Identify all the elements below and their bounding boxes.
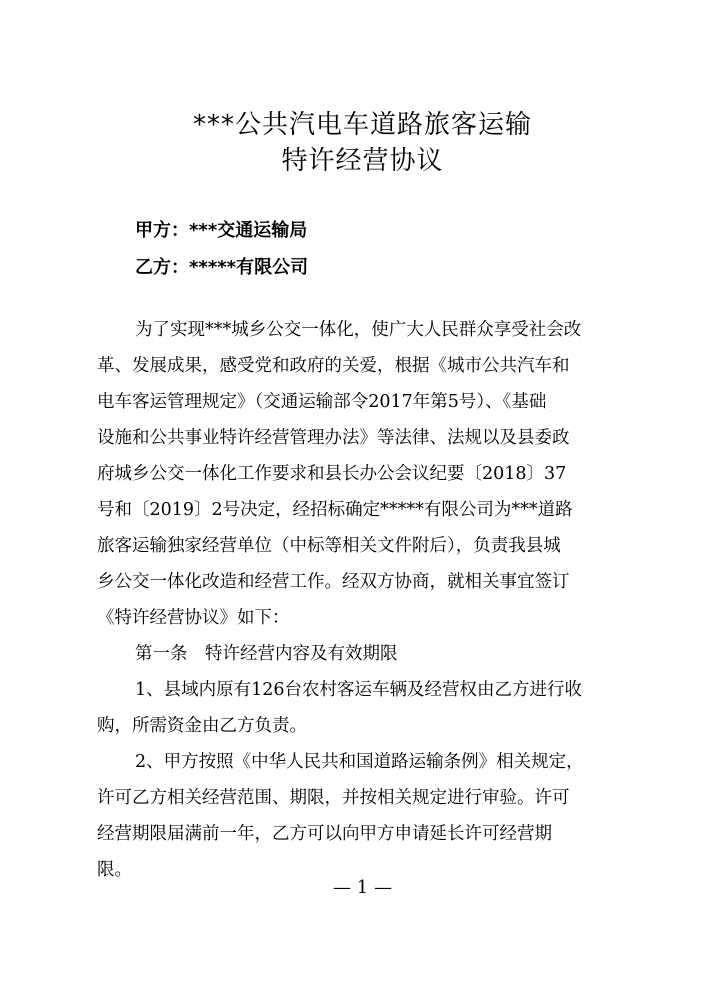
body-line: 许可乙方相关经营范围、期限，并按相关规定进行审验。许可	[97, 788, 570, 808]
body-line: 电车客运管理规定》（交通运输部令2017年第5号）、《基础	[97, 392, 547, 412]
body-line: 2、甲方按照《中华人民共和国道路运输条例》相关规定，	[135, 752, 584, 772]
document-title-line1: ***公共汽电车道路旅客运输	[192, 110, 532, 140]
body-line: 府城乡公交一体化工作要求和县长办公会议纪要〔2018〕37	[97, 464, 567, 484]
party-a: 甲方：***交通运输局	[135, 220, 308, 241]
body-line: 号和〔2019〕2号决定，经招标确定*****有限公司为***道路	[97, 500, 573, 520]
body-line: 为了实现***城乡公交一体化，使广大人民群众享受社会改	[135, 320, 582, 340]
body-line: 旅客运输独家经营单位（中标等相关文件附后），负责我县城	[97, 536, 561, 556]
body-line: 1、县域内原有126台农村客运车辆及经营权由乙方进行收	[135, 680, 583, 700]
body-line: 设施和公共事业特许经营管理办法》等法律、法规以及县委政	[97, 428, 570, 448]
body-line: 购，所需资金由乙方负责。	[97, 716, 307, 736]
party-b: 乙方：*****有限公司	[135, 257, 309, 278]
page-number: — 1 —	[333, 877, 392, 898]
section-heading: 第一条 特许经营内容及有效期限	[135, 644, 398, 664]
body-line: 限。	[97, 860, 132, 880]
body-line: 经营期限届满前一年，乙方可以向甲方申请延长许可经营期	[97, 824, 552, 844]
body-line: 《特许经营协议》如下：	[97, 608, 290, 628]
body-line: 革、发展成果，感受党和政府的关爱，根据《城市公共汽车和	[97, 356, 570, 376]
document-title-line2: 特许经营协议	[281, 146, 444, 176]
body-line: 乡公交一体化改造和经营工作。经双方协商，就相关事宜签订	[97, 572, 570, 592]
